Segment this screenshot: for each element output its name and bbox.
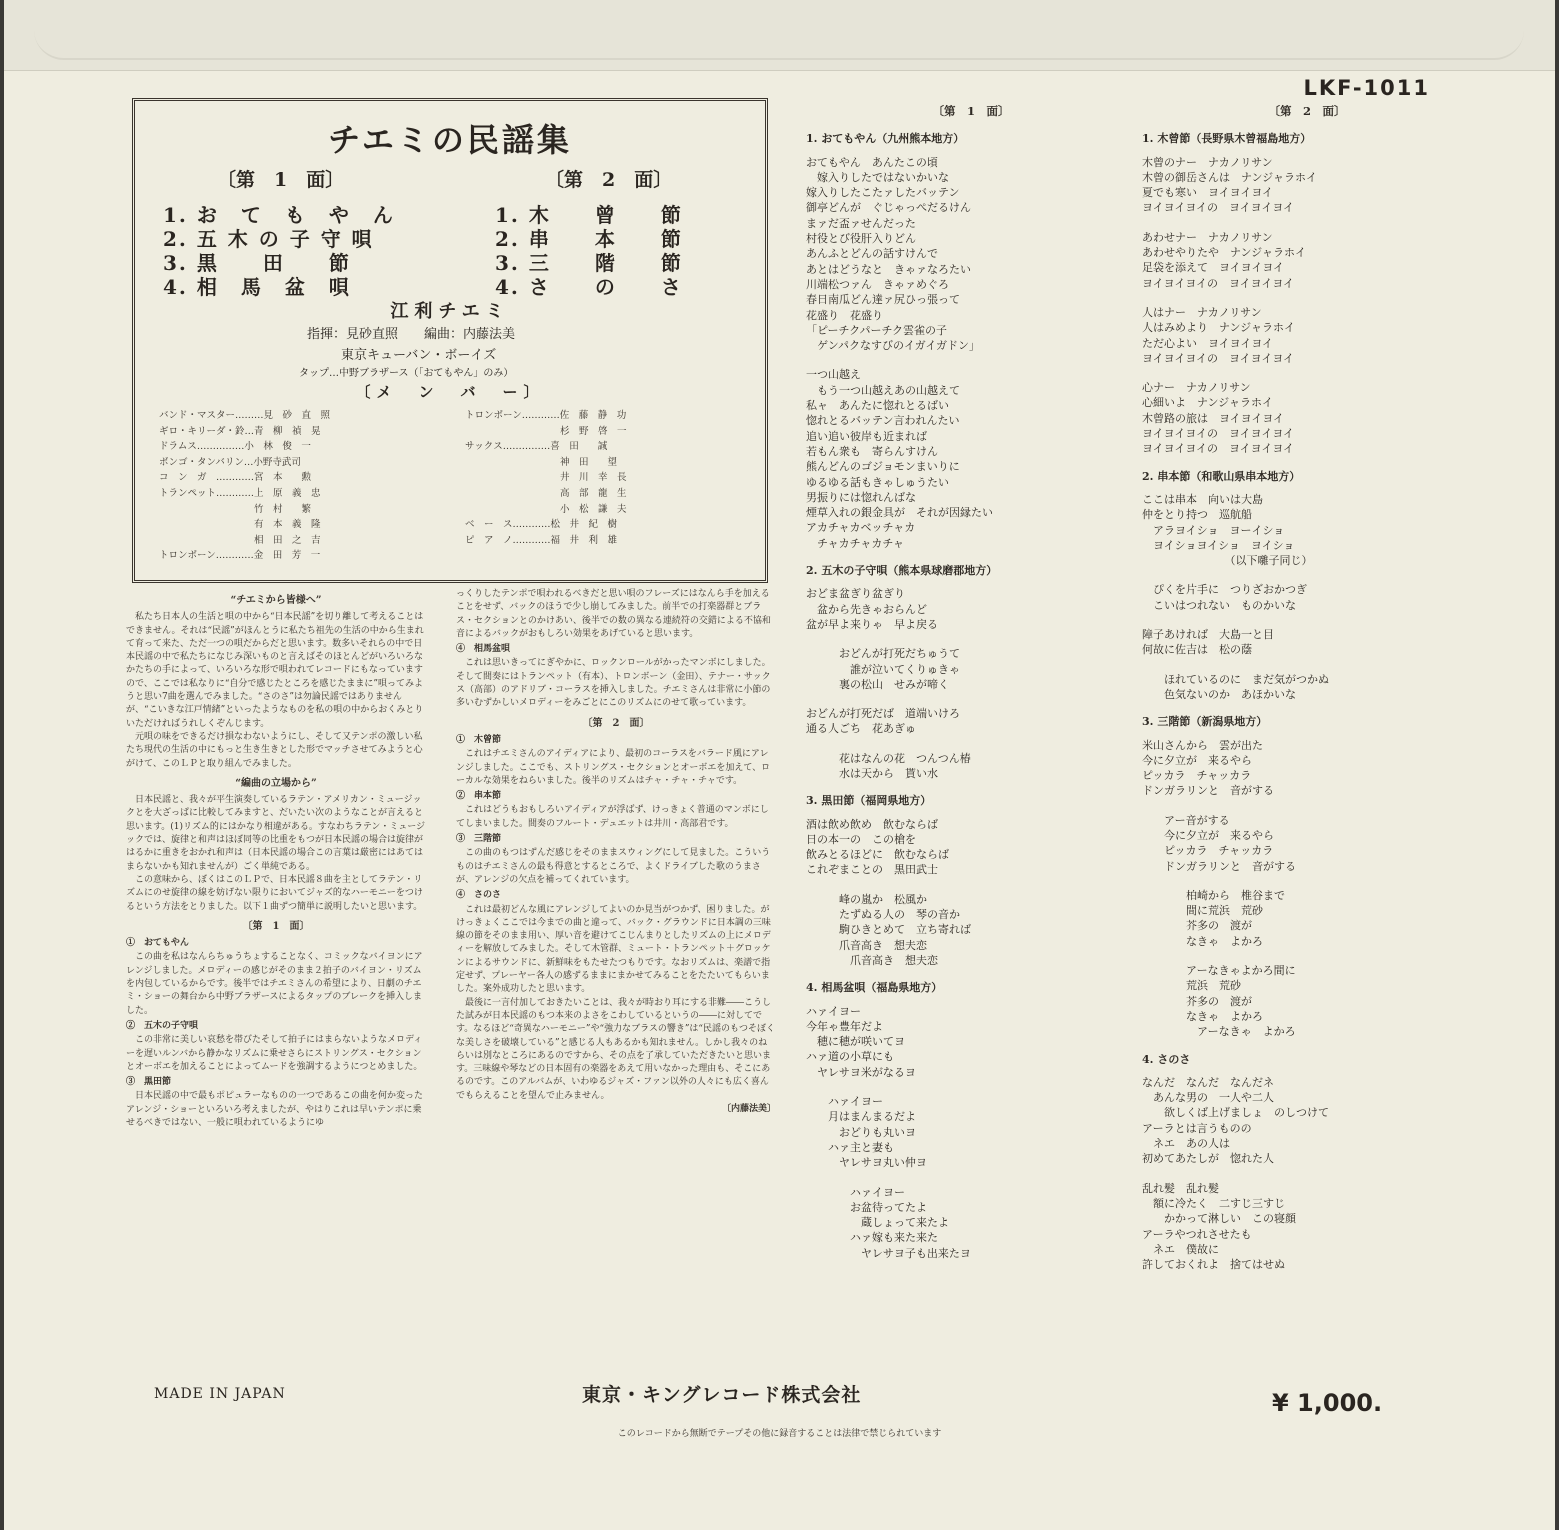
lyric-line: 夏でも寒い ヨイヨイヨイ — [1142, 186, 1274, 200]
essay-paragraph: 元唄の味をできるだけ損なわないようにし、そして又テンポの激しい私たち現代の生活の中にもっと生き生きとした形でマッチさせてみようと心がけて、このＬＰと取り組んでみました。 — [126, 731, 423, 769]
essay-paragraph: この曲のもつはずんだ感じをそのままスウィングにして見ました。こういうものはチエミさんの最も得意とするところで、よくドライブした歌のうまさが、アレンジの欠点を補ってくれています。 — [456, 848, 771, 885]
members-heading: 〔メ ン バ ー〕 — [355, 383, 545, 401]
lyric-line: あんふとどんの話すけんで — [806, 247, 938, 261]
side2-track: 4. さ の さ — [495, 275, 683, 299]
member-entry: 小 松 謙 夫 — [465, 503, 627, 515]
lyric-line: ネエ あの人は — [1142, 1137, 1230, 1151]
song-title: 2. 五木の子守唄（熊本県球磨郡地方） — [806, 564, 998, 578]
essay-paragraph: 最後に一言付加しておきたいことは、我々が時おり耳にする非難――こうした試みが日本民謡のもつ本来のよさをこわしているというの――に対してです。なるほど“奇異なハーモニー”や“強力なブラスの響き”は“民謡のもつそぼくな美しさを破壊している”と感じる人もあるかも知れません。しかし我々のねらいは別なところにあるのですから、その点を了承していただきたいと思います。三味線や琴などの日本固有の楽器をあえて用いなかった理由も、そこにあるのです。このアルバムが、いわゆるジャズ・ファン以外の人々にも広く喜んでもらえることを望んで止みません。 — [456, 997, 776, 1101]
lyric-line: （以下囃子同じ） — [1142, 554, 1313, 568]
stanza-gap — [806, 353, 1136, 367]
lyric-line: 嫁入りしたこたァしたバッテン — [806, 186, 960, 200]
lyrics-side-heading: 〔第 2 面〕 — [1268, 104, 1346, 118]
stanza-gap — [1142, 216, 1472, 230]
essay-signature: 〔内藤法美〕 — [721, 1103, 776, 1114]
lyric-line: たずぬる人の 琴の音か — [806, 908, 960, 922]
essay-paragraph: 日本民謡と、我々が平生演奏しているラテン・アメリカン・ミュージックとを大ざっぱに比較してみますと、だいたい次のようなことが言えると思います。(1)リズム的にはかなり相違がある。すなわちラテン・ミュージックでは、旋律と和声はほぼ同等の比重をもつが日本民謡の場合は旋律がはるかに重きをおかれ和声は（日本民謡の場合この言葉は厳密にはあてはまらないかも知れませんが）ごく単純である。 — [126, 795, 426, 872]
lyric-line: ハァ嫁も来た来た — [806, 1231, 938, 1245]
essay-paragraph: この曲を私はなんらちゅうちょすることなく、コミックなバイヨンにアレンジしました。メロディーの感じがそのまま２拍子のバイヨン・リズムを内包しているからです。後半ではチエミさんの希望により、日劇のチエミ・ショーの舞台から中野ブラザースによるタップのブレークを挿入しました。 — [126, 952, 423, 1016]
lyric-line: 蔵しょって来たよ — [806, 1216, 949, 1230]
stanza-gap — [1142, 1167, 1472, 1181]
lyric-line: ゆるゆる話もきゃしゅうたい — [806, 475, 949, 489]
credit-tap: タップ…中野ブラザース（「おてもやん」のみ） — [299, 368, 514, 379]
lyrics-column-side2 — [1142, 104, 1472, 1272]
lyric-line: アカチャカベッチャカ — [806, 521, 916, 535]
lyric-line: 「ピーチクパーチク雲雀の子 — [806, 323, 948, 337]
stanza-gap — [1142, 568, 1472, 582]
essay-paragraph: この非常に美しい哀愁を帯びたそして拍子にはまらないようなメロディーを遅いルンバから静かなリズムに乗せさらにストリングス・セクションとオーボエを加えることによってムードを強調するようにつとめました。 — [126, 1035, 423, 1072]
lyric-line: ドンガラリンと 音がする — [1142, 859, 1296, 873]
lyric-line: ここは串本 向いは大島 — [1142, 492, 1263, 506]
member-entry: ドラムス……………小 林 俊 一 — [159, 441, 311, 453]
lyric-line: 足袋を添えて ヨイヨイヨイ — [1142, 261, 1285, 275]
lyric-line: 今に夕立が 来るやら — [1142, 828, 1274, 842]
lyric-line: 盆から先きゃおらんど — [806, 602, 927, 616]
lyric-line: なきゃ よかろ — [1142, 934, 1263, 948]
lyric-line: ハァ道の小草にも — [806, 1050, 894, 1064]
stanza-gap — [1142, 291, 1472, 305]
lyric-line: 米山さんから 雲が出た — [1142, 738, 1263, 752]
stanza-gap — [806, 1171, 1136, 1185]
member-entry: 有 本 義 隆 — [159, 519, 321, 531]
lyric-line: ヨイショヨイショ ヨイショ — [1142, 538, 1295, 552]
lyric-line: 爪音高き 想夫恋 — [806, 953, 938, 967]
member-entry: 杉 野 啓 一 — [465, 425, 627, 437]
essay-paragraph: これはチエミさんのアイディアにより、最初のコーラスをバラード風にアレンジしました。ここでも、ストリングス・セクションとオーボエを加えて、ローカルな効果をねらいました。後半のリズムはチャ・チャ・チャです。 — [456, 749, 771, 786]
lyric-line: 盆が早よ来りゃ 早よ戻る — [806, 617, 938, 631]
lyric-line: 額に冷たく 二すじ三すじ — [1142, 1196, 1285, 1210]
essay-paragraph: これはどうもおもしろいアイディアが浮ばず、けっきょく普通のマンボにしてしまいました。間奏のフルート・デュエットは井川・高部君です。 — [456, 805, 769, 829]
essay-side-heading: 〔第 2 面〕 — [582, 717, 650, 729]
member-entry: コ ン ガ …………宮 本 勲 — [159, 472, 312, 484]
liner-notes-middle — [456, 588, 776, 1116]
stanza-gap — [806, 878, 1136, 892]
lyric-line: 今年ゃ豊年だよ — [806, 1019, 883, 1033]
album-info-box — [132, 98, 768, 583]
member-entry: 高 部 龍 生 — [465, 488, 627, 499]
song-title: 1. おてもやん（九州熊本地方） — [806, 132, 965, 146]
essay-song-heading: ④ 相馬盆唄 — [456, 644, 511, 655]
lyric-line: 柏崎から 椎谷まで — [1142, 888, 1285, 902]
stanza-gap — [806, 692, 1136, 706]
lyric-line: 若もん衆も 寄らんすけん — [806, 444, 938, 458]
lyric-line: 乱れ髪 乱れ髪 — [1142, 1181, 1219, 1195]
side2-heading: 〔第 2 面〕 — [545, 169, 673, 191]
record-sleeve-back — [4, 0, 1555, 1530]
song-title: 4. 相馬盆唄（福島県地方） — [806, 981, 943, 995]
lyric-line: 花盛り 花盛り — [806, 308, 883, 322]
lyric-line: ヨイヨイヨイの ヨイヨイヨイ — [1142, 201, 1295, 215]
lyric-line: ピッカラ チャッカラ — [1142, 844, 1274, 858]
lyric-line: 春日南瓜どん達ァ尻ひっ張って — [806, 293, 960, 307]
side1-track: 2. 五 木 の 子 守 唄 — [163, 227, 374, 251]
essay-side-heading: 〔第 1 面〕 — [242, 920, 310, 932]
sleeve-edge — [4, 0, 1555, 71]
member-entry: 神 田 望 — [465, 456, 618, 468]
lyric-line: ハァイヨー — [806, 1095, 883, 1109]
catalog-number: LKF-1011 — [1303, 76, 1430, 100]
lyric-line: 煙草入れの銀金具が それが因縁たい — [806, 506, 993, 520]
side1-track: 4. 相 馬 盆 唄 — [163, 275, 351, 299]
essay-paragraph: 日本民謡の中で最もポピュラーなものの一つであるこの曲を何か変ったアレンジ・ショーといろいろ考えましたが、やはりこれは早いテンポに乗せるべきではない、一般に唄われているようにゆ — [126, 1091, 424, 1128]
lyrics-column-side1 — [806, 104, 1136, 1261]
essay-song-heading: ② 五木の子守唄 — [126, 1020, 199, 1031]
lyric-line: ほれているのに まだ気がつかぬ — [1142, 672, 1329, 686]
lyric-line: ヤレサヨ米がなるヨ — [806, 1065, 916, 1079]
lyric-line: 人はナー ナカノリサン — [1142, 305, 1262, 319]
lyric-line: 何故に佐吉は 松の蔭 — [1142, 643, 1252, 657]
lyric-line: 駒ひきとめて 立ち寄れば — [806, 923, 971, 937]
lyric-line: ヨイヨイヨイの ヨイヨイヨイ — [1142, 351, 1295, 365]
side1-heading: 〔第 1 面〕 — [217, 169, 345, 191]
lyric-line: ヨイヨイヨイの ヨイヨイヨイ — [1142, 276, 1295, 290]
lyric-line: 水は天から 貰い水 — [806, 766, 938, 780]
member-entry: バンド・マスター………見 砂 直 照 — [159, 410, 331, 421]
lyric-line: 熊んどんのゴジョモンまいりに — [806, 460, 960, 474]
side2-track: 3. 三 階 節 — [495, 251, 683, 275]
lyric-line: まァだ盃ァせんだった — [806, 216, 916, 230]
price-label: ¥ 1,000. — [1272, 1389, 1383, 1417]
lyric-line: 仲をとり持つ 巡航船 — [1142, 508, 1252, 522]
lyric-line: 追い追い彼岸も近まれば — [806, 429, 927, 443]
lyric-line: あとはどうなと きゃァなろたい — [806, 262, 971, 276]
side1-track: 3. 黒 田 節 — [163, 251, 351, 275]
side1-track: 1. お て も や ん — [163, 203, 395, 227]
lyric-line: 障子あければ 大島一と目 — [1142, 628, 1274, 642]
lyric-line: 許しておくれよ 捨てはせぬ — [1142, 1258, 1285, 1272]
lyric-line: 色気ないのか あほかいな — [1142, 687, 1296, 701]
lyric-line: アー音がする — [1142, 813, 1230, 827]
lyric-line: ハァイヨー — [806, 1004, 861, 1018]
lyric-line: 芥多の 渡が — [1142, 919, 1252, 933]
lyric-line: こいはつれない ものかいな — [1142, 598, 1296, 612]
lyric-line: 木曾のナー ナカノリサン — [1142, 155, 1273, 169]
lyric-line: ただ心よい ヨイヨイヨイ — [1142, 336, 1274, 350]
lyric-line: 御亭どんが ぐじゃっぺだるけん — [806, 201, 971, 215]
song-title: 4. さのさ — [1142, 1052, 1191, 1066]
essay-paragraph: っくりしたテンポで唄われるべきだと思い唄のフレーズにはなんら手を加えることをせず、バックのほうで少し崩してみました。前半での打楽器群とブラス・セクションとのかけあい、後半での数の異なる連続符の交錯による不協和音によるバックがおもしろい効果をあげていると思います。 — [456, 589, 771, 639]
lyric-line: おてもやん あんたこの頃 — [806, 155, 938, 169]
member-entry: 竹 村 繁 — [159, 503, 312, 515]
lyric-line: おどんが打死だちゅうて — [806, 647, 960, 661]
lyric-line: ハァ主と妻も — [806, 1140, 894, 1154]
lyric-line: 穂に穂が咲いてヨ — [806, 1035, 905, 1049]
lyric-line: アーラやつれさせたも — [1142, 1227, 1252, 1241]
lyric-line: お盆待ってたよ — [806, 1200, 927, 1214]
lyric-line: ぴくを片手に つりざおかつぎ — [1142, 583, 1307, 597]
lyric-line: おどりも丸いヨ — [806, 1125, 916, 1139]
song-title: 2. 串本節（和歌山県串本地方） — [1142, 469, 1301, 483]
lyric-line: もう一つ山越えあの山越えて — [806, 383, 960, 397]
member-entry: サックス……………喜 田 誠 — [465, 441, 608, 453]
lyric-line: ゲンパクなすびのイガイガドン」 — [806, 339, 981, 353]
lyric-line: 荒浜 荒砂 — [1142, 979, 1241, 993]
lyric-line: 嫁入りしたではないかいな — [806, 170, 949, 184]
stanza-gap — [806, 1080, 1136, 1094]
lyric-line: かかって淋しい この寝顔 — [1142, 1212, 1296, 1226]
lyric-line: あわせナー ナカノリサン — [1142, 230, 1273, 244]
song-title: 3. 黒田節（福岡県地方） — [806, 794, 932, 808]
essay-paragraph: これは最初どんな風にアレンジしてよいのか見当がつかず、困りました。がけっきょくここでは今までの曲と違って、バック・グラウンドに日本調の三味線の節をそのまま用い、厚い音を避けてこじんまりとしたリズムの上にメロディーを解放してみました。そして木管群、ミュート・トランペット＋グロッケンによるサウンドに、新鮮味をもたせたつもりです。なおリズムは、楽譜で指定せず、プレーヤー各人の感ずるままにまかせてみることをたたいてもらいました。案外成功したと思います。 — [456, 904, 771, 995]
lyric-line: おどま盆ぎり盆ぎり — [806, 587, 905, 601]
lyric-line: アーなきゃよかろ間に — [1142, 964, 1296, 978]
lyric-line: なんだ なんだ なんだネ — [1142, 1075, 1274, 1089]
lyric-line: 私ャ あんたに惚れとるばい — [806, 399, 949, 413]
credit-band: 東京キューバン・ボーイズ — [341, 348, 497, 363]
essay-song-heading: ① おてもやん — [126, 938, 189, 949]
lyric-line: あわせやりたや ナンジャラホイ — [1142, 246, 1306, 260]
lyric-line: おどんが打死だば 道端いけろ — [806, 707, 960, 721]
member-entry: トロンボーン…………佐 藤 静 功 — [465, 410, 627, 421]
lyric-line: ドンガラリンと 音がする — [1142, 784, 1274, 798]
lyric-line: チャカチャカチャ — [806, 536, 905, 550]
song-title: 3. 三階節（新潟県地方） — [1142, 715, 1268, 729]
lyric-line: 人はみめより ナンジャラホイ — [1142, 321, 1295, 335]
essay-paragraph: この意味から、ぼくはこのＬＰで、日本民謡８曲を主としてラテン・リズムにのせ旋律の線を妨げない限りにおいてジャズ的なハーモニーをつけるという方法をとりました。以下１曲ずつ簡単に説明したいと思います。 — [126, 874, 423, 912]
lyric-line: 心細いよ ナンジャラホイ — [1142, 396, 1273, 410]
lyric-line: 男振りには惚れんばな — [806, 490, 916, 504]
copyright-notice: このレコードから無断でテープその他に録音することは法律で禁じられています — [617, 1429, 942, 1439]
member-entry: ピ ア ノ…………福 井 利 雄 — [465, 534, 618, 546]
stanza-gap — [1142, 366, 1472, 380]
essay-song-heading: ④ さのさ — [456, 890, 502, 901]
made-in-label: MADE IN JAPAN — [154, 1386, 286, 1402]
lyric-line: 日の本一の この槍を — [806, 832, 916, 846]
lyric-line: 惚れとるバッテン言われんたい — [806, 414, 960, 428]
member-entry: ギロ・キリーダ・鈴…青 柳 禎 晃 — [159, 425, 321, 437]
stanza-gap — [1142, 874, 1472, 888]
member-entry: 井 川 幸 長 — [465, 472, 627, 484]
lyric-line: ハァイヨー — [806, 1185, 905, 1199]
stanza-gap — [806, 632, 1136, 646]
lyric-line: 川端松つァん きゃァめぐろ — [806, 277, 949, 291]
lyric-line: ヤレサヨ丸い仲ヨ — [806, 1156, 927, 1170]
stanza-gap — [1142, 799, 1472, 813]
lyric-line: 村役とび役肝入りどん — [806, 232, 916, 246]
credit-conductor: 指揮：見砂直照 編曲：内藤法美 — [307, 327, 516, 342]
essay-song-heading: ③ 黒田節 — [126, 1077, 172, 1088]
lyric-line: なきゃ よかろ — [1142, 1009, 1263, 1023]
essay-song-heading: ① 木曾節 — [456, 734, 502, 745]
essay-paragraph: これは思いきってにぎやかに、ロックンロールがかったマンボにしました。そして間奏にはトランペット（有本）、トロンボーン（金田）、テナー・サックス（高部）のアドリブ・コーラスを挿入しました。チエミさんは非常に小節の多いむずかしいメロディーをみごとにこのリズムにのせて歌っています。 — [456, 658, 771, 709]
lyric-line: 酒は飲め飲め 飲むならば — [806, 817, 938, 831]
lyric-line: ヤレサヨ子も出来たヨ — [806, 1246, 971, 1260]
lyric-line: アーなきゃ よかろ — [1142, 1025, 1296, 1039]
sleeve-fold — [34, 18, 1524, 60]
lyric-line: 木曾路の旅は ヨイヨイヨイ — [1142, 411, 1285, 425]
liner-notes-left — [126, 588, 426, 1130]
lyric-line: 欲しくば上げましょ のしつけて — [1142, 1106, 1329, 1120]
lyric-line: 木曾の御岳さんは ナンジャラホイ — [1142, 170, 1317, 184]
lyric-line: 月はまんまるだよ — [806, 1110, 916, 1124]
stanza-gap — [1142, 658, 1472, 672]
side2-track: 1. 木 曾 節 — [495, 203, 683, 227]
lyric-line: 心ナー ナカノリサン — [1142, 381, 1251, 395]
lyrics-side-heading: 〔第 1 面〕 — [932, 104, 1010, 118]
song-title: 1. 木曾節（長野県木曾福島地方） — [1142, 132, 1312, 146]
lyric-line: 一つ山越え — [806, 368, 861, 382]
lyric-line: 今に夕立が 来るやら — [1142, 753, 1252, 767]
lyric-line: 間に荒浜 荒砂 — [1142, 904, 1263, 918]
stanza-gap — [1142, 613, 1472, 627]
lyric-line: ピッカラ チャッカラ — [1142, 769, 1252, 783]
lyric-line: 峰の嵐か 松風か — [806, 892, 927, 906]
lyric-line: アラヨイショ ヨーイショ — [1142, 523, 1285, 537]
lyric-line: 裏の松山 せみが啼く — [806, 677, 949, 691]
lyric-line: ヨイヨイヨイの ヨイヨイヨイ — [1142, 442, 1295, 456]
lyric-line: 通る人ごち 花あぎゅ — [806, 722, 916, 736]
stanza-gap — [806, 737, 1136, 751]
essay-song-heading: ② 串本節 — [456, 791, 502, 802]
record-company: 東京・キングレコード株式会社 — [582, 1384, 862, 1406]
lyric-line: これぞまことの 黒田武士 — [806, 863, 938, 877]
essay-heading: “チエミから皆様へ” — [230, 595, 322, 606]
member-entry: ベ ー ス…………松 井 紀 樹 — [465, 519, 618, 531]
lyric-line: 初めてあたしが 惚れた人 — [1142, 1152, 1274, 1166]
lyric-line: 爪音高き 想夫恋 — [806, 938, 927, 952]
member-entry: ボンゴ・タンバリン…小野寺武司 — [159, 456, 301, 468]
lyric-line: あんな男の 一人や二人 — [1142, 1091, 1274, 1105]
side2-track: 2. 串 本 節 — [495, 227, 683, 251]
lyric-line: 花はなんの花 つんつん椿 — [806, 751, 971, 765]
essay-song-heading: ③ 三階節 — [456, 834, 502, 845]
member-entry: トロンボーン…………金 田 芳 一 — [159, 550, 321, 562]
lyric-line: 誰が泣いてくりゅきゃ — [806, 662, 960, 676]
member-entry: トランペット…………上 原 義 忠 — [159, 488, 321, 499]
essay-paragraph: 私たち日本人の生活と唄の中から“日本民謡”を切り離して考えることはできません。それは“民謡”がほんとうに私たち祖先の生活の中から生まれて育って来た、ただ一つの唄だからだと思います。数多いそれらの中で日本民謡の中で私たちになじみ深いものと言えばそのほとんどがいろいろなかたちの手によって、いろいろな形で唄われてレコードにもなっていますので、ここでは私なりに“自分で感じたところを感じたままに”唄ってみようと思い7曲を選んでみました。“さのさ”は勿論民謡ではありませんが、“こいきな江戸情緒”といったようなものを私の唄の中からおくみとりいただければうれしくぞんじます。 — [126, 612, 424, 729]
essay-heading: “編曲の立場から” — [235, 777, 317, 789]
lyric-line: ネエ 僕故に — [1142, 1242, 1219, 1256]
lyric-line: アーラとは言うものの — [1142, 1121, 1252, 1135]
stanza-gap — [1142, 949, 1472, 963]
lyric-line: 芥多の 渡が — [1142, 994, 1252, 1008]
album-title: チエミの民謡集 — [328, 121, 572, 159]
artist-name: 江利チエミ — [390, 301, 510, 322]
member-entry: 相 田 之 吉 — [159, 534, 321, 546]
lyric-line: ヨイヨイヨイの ヨイヨイヨイ — [1142, 427, 1295, 441]
lyric-line: 飲みとるほどに 飲むならば — [806, 848, 949, 862]
